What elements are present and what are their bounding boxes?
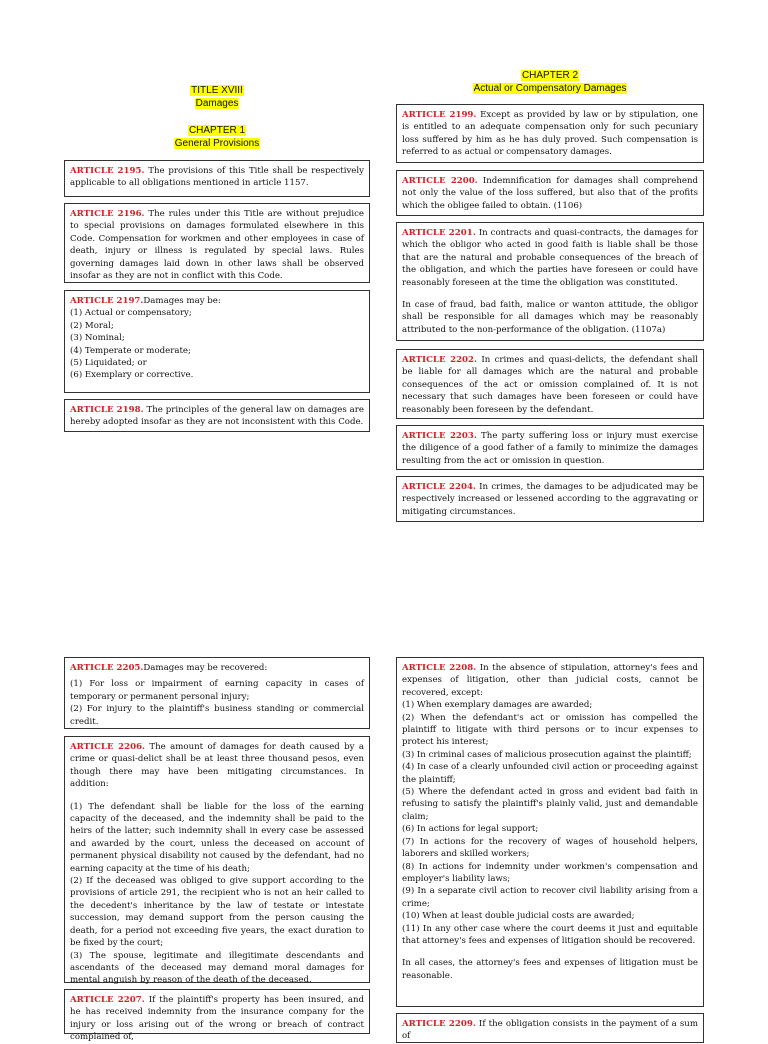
article-2208-closing: In all cases, the attorney's fees and expenses of litigation must be reasonable. — [402, 958, 698, 981]
article-2199-text: Except as provided by law or by stipulation, one is entitled to an adequate compensation only for such pecuniary loss suffered by him as he has duly proved. Such compensation is referred to as actual or compensatory damages. — [402, 110, 698, 158]
article-2197-box — [64, 290, 370, 393]
list-item: (8) In actions for indemnity under workmen's compensation and employer's liability laws; — [402, 861, 698, 884]
title-label: TITLE XVIII — [191, 85, 243, 96]
article-2201-label: ARTICLE 2201. — [402, 228, 476, 238]
chapter-1-name: General Provisions — [174, 138, 260, 149]
list-item: (2) Moral; — [70, 320, 114, 331]
article-2201-box — [396, 222, 704, 341]
article-2197-text: Damages may be: — [143, 296, 221, 306]
list-item: (1) When exemplary damages are awarded; — [402, 700, 593, 711]
article-2195-box — [64, 160, 370, 197]
article-2208-box — [396, 657, 704, 1007]
article-2200-label: ARTICLE 2200. — [402, 176, 478, 186]
list-item: (3) Nominal; — [70, 333, 125, 344]
article-2206-label: ARTICLE 2206. — [70, 742, 146, 752]
article-2203-box — [396, 425, 704, 470]
article-2198-label: ARTICLE 2198. — [70, 405, 144, 415]
article-2207-text: If the plaintiff's property has been insured, and he has received indemnity from the insurance company for the injury or loss arising out of the wrong or breach of contract complained of, — [70, 995, 364, 1043]
article-2201-text: In contracts and quasi-contracts, the damages for which the obligor who acted in good faith is liable shall be those that are the natural and probable consequences of the breach of the obligation, and which the parties have foreseen or could have reasonably foreseen at the time the obligation was constituted. — [402, 228, 698, 288]
chapter-1-label: CHAPTER 1 — [188, 125, 246, 136]
article-2204-text: In crimes, the damages to be adjudicated may be respectively increased or lessened according to the aggravating or mitigating circumstances. — [402, 482, 698, 517]
list-item: (2) If the deceased was obliged to give support according to the provisions of article 291, the recipient who is not an heir called to the decedent's inheritance by the law of testate or intestate succession, may demand support from the person causing the death, for a period not exceeding five years, the exact duration to be fixed by the court; — [70, 876, 364, 949]
article-2202-text: In crimes and quasi-delicts, the defendant shall be liable for all damages which are the natural and probable consequences of the act or omission complained of. It is not necessary that such damages have been foreseen or could have reasonably been foreseen by the defendant. — [402, 355, 698, 415]
right-heading — [396, 69, 704, 95]
chapter-2-name: Actual or Compensatory Damages — [473, 83, 627, 94]
list-item: (2) When the defendant's act or omission has compelled the plaintiff to litigate with third persons or to incur expenses to protect his interest; — [402, 712, 698, 748]
left-heading — [64, 84, 370, 150]
article-2208-text: In the absence of stipulation, attorney's fees and expenses of litigation, other than judicial costs, cannot be recovered, except: — [402, 663, 698, 698]
list-item: (3) The spouse, legitimate and illegitimate descendants and ascendants of the deceased may demand moral damages for mental anguish by reason of the death of the deceased. — [70, 950, 364, 986]
article-2204-box — [396, 476, 704, 522]
article-2205-box — [64, 657, 370, 729]
article-2207-box — [64, 989, 370, 1043]
list-item: (1) For loss or impairment of earning capacity in cases of temporary or permanent personal injury; — [70, 679, 364, 702]
article-2195-text: The provisions of this Title shall be respectively applicable to all obligations mentioned in article 1157. — [70, 166, 364, 189]
article-2198-text: The principles of the general law on damages are hereby adopted insofar as they are not inconsistent with this Code. — [70, 405, 364, 428]
list-item: (3) In criminal cases of malicious prosecution against the plaintiff; — [402, 749, 692, 760]
list-item: (7) In actions for the recovery of wages of household helpers, laborers and skilled workers; — [402, 836, 698, 860]
article-2207-label: ARTICLE 2207. — [70, 995, 145, 1005]
article-2205-label: ARTICLE 2205. — [70, 663, 144, 673]
list-item: (11) In any other case where the court deems it just and equitable that attorney's fees and expenses of litigation should be recovered. — [402, 923, 698, 946]
article-2206-box — [64, 736, 370, 986]
article-2202-label: ARTICLE 2202. — [402, 355, 477, 365]
list-item: (1) The defendant shall be liable for the loss of the earning capacity of the deceased, and the indemnity shall be paid to the heirs of the latter; such indemnity shall in every case be assessed and awarded by the court, unless the deceased on account of permanent physical disability not caused by the defendant, had no earning capacity at the time of his death; — [70, 801, 364, 874]
title-subtitle: Damages — [195, 98, 239, 109]
list-item: (4) In case of a clearly unfounded civil action or proceeding against the plaintiff; — [402, 762, 698, 785]
article-2200-box — [396, 170, 704, 216]
article-2201-paragraph-2: In case of fraud, bad faith, malice or wanton attitude, the obligor shall be responsible for all damages which may be reasonably attributed to the non-performance of the obligation. (1107a) — [402, 300, 698, 335]
article-2196-box — [64, 203, 370, 283]
article-2203-label: ARTICLE 2203. — [402, 431, 477, 441]
article-2205-text: Damages may be recovered: — [143, 663, 268, 673]
list-item: (1) Actual or compensatory; — [70, 308, 192, 319]
article-2199-label: ARTICLE 2199. — [402, 110, 477, 120]
chapter-2-label: CHAPTER 2 — [521, 70, 579, 81]
article-2209-text: If the obligation consists in the payment of a sum of — [402, 1019, 698, 1042]
article-2203-text: The party suffering loss or injury must exercise the diligence of a good father of a family to minimize the damages resulting from the act or omission in question. — [402, 431, 698, 466]
article-2209-box — [396, 1013, 704, 1043]
list-item: (5) Where the defendant acted in gross and evident bad faith in refusing to satisfy the plaintiff's plainly valid, just and demandable claim; — [402, 787, 698, 822]
article-2195-label: ARTICLE 2195. — [70, 166, 145, 176]
list-item: (10) When at least double judicial costs are awarded; — [402, 911, 635, 922]
article-2204-label: ARTICLE 2204. — [402, 482, 476, 492]
list-item: (6) In actions for legal support; — [402, 824, 539, 835]
article-2200-text: Indemnification for damages shall comprehend not only the value of the loss suffered, but also that of the profits which the obligee failed to obtain. (1106) — [402, 176, 698, 211]
article-2206-text: The amount of damages for death caused by a crime or quasi-delict shall be at least three thousand pesos, even though there may have been mitigating circumstances. In addition: — [70, 742, 364, 790]
list-item: (2) For injury to the plaintiff's business standing or commercial credit. — [70, 704, 364, 727]
list-item: (6) Exemplary or corrective. — [70, 370, 194, 381]
list-item: (4) Temperate or moderate; — [70, 345, 191, 356]
list-item: (5) Liquidated; or — [70, 358, 147, 369]
list-item: (9) In a separate civil action to recover civil liability arising from a crime; — [402, 886, 698, 909]
article-2196-label: ARTICLE 2196. — [70, 209, 145, 219]
article-2196-text: The rules under this Title are without prejudice to special provisions on damages formulated elsewhere in this Code. Compensation for workmen and other employees in case of death, injury or illness is regulated by special laws. Rules governing damages laid down in other laws shall be observed insofar as they are not in conflict with this Code. — [70, 209, 364, 282]
article-2202-box — [396, 349, 704, 419]
article-2198-box — [64, 399, 370, 432]
article-2209-label: ARTICLE 2209. — [402, 1019, 476, 1029]
article-2197-label: ARTICLE 2197. — [70, 296, 144, 306]
article-2208-label: ARTICLE 2208. — [402, 663, 477, 673]
article-2199-box — [396, 104, 704, 163]
